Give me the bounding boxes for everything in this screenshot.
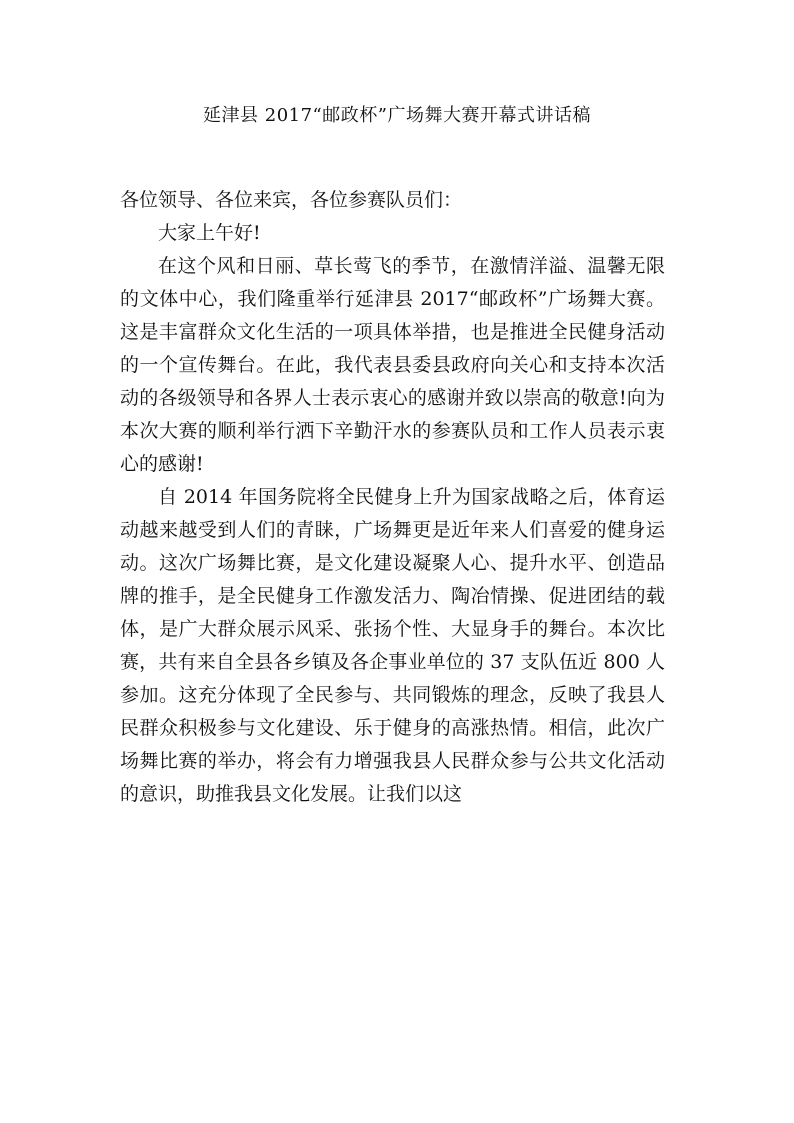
- paragraph-2: 自 2014 年国务院将全民健身上升为国家战略之后，体育运动越来越受到人们的青睐，广场舞更是近年来人们喜爱的健身运动。这次广场舞比赛，是文化建设凝聚人心、提升水平、创造品牌的推手，是全民健身工作激发活力、陶冶情操、促进团结的载体，是广大群众展示风采、张扬个性、大显身手的舞台。本次比赛，共有来自全县各乡镇及各企事业单位的 37 支队伍近 800 人参加。这充分体现了全民参与、共同锻炼的理念，反映了我县人民群众积极参与文化建设、乐于健身的高涨热情。相信，此次广场舞比赛的举办，将会有力增强我县人民群众参与公共文化活动的意识，助推我县文化发展。让我们以这: [120, 486, 665, 805]
- paragraph-1: 在这个风和日丽、草长莺飞的季节，在激情洋溢、温馨无限的文体中心，我们隆重举行延津县 2017“邮政杯”广场舞大赛。这是丰富群众文化生活的一项具体举措，也是推进全民健身活动的一个宣传舞台。在此，我代表县委县政府向关心和支持本次活动的各级领导和各界人士表示衷心的感谢并致以崇高的敬意!向为本次大赛的顺利举行洒下辛勤汗水的参赛队员和工作人员表示衷心的感谢!: [120, 255, 665, 475]
- document-body: [120, 184, 665, 811]
- greeting: 大家上午好!: [158, 222, 261, 244]
- document-title: 延津县 2017“邮政杯”广场舞大赛开幕式讲话稿: [203, 105, 591, 126]
- salutation: 各位领导、各位来宾，各位参赛队员们：: [120, 189, 463, 211]
